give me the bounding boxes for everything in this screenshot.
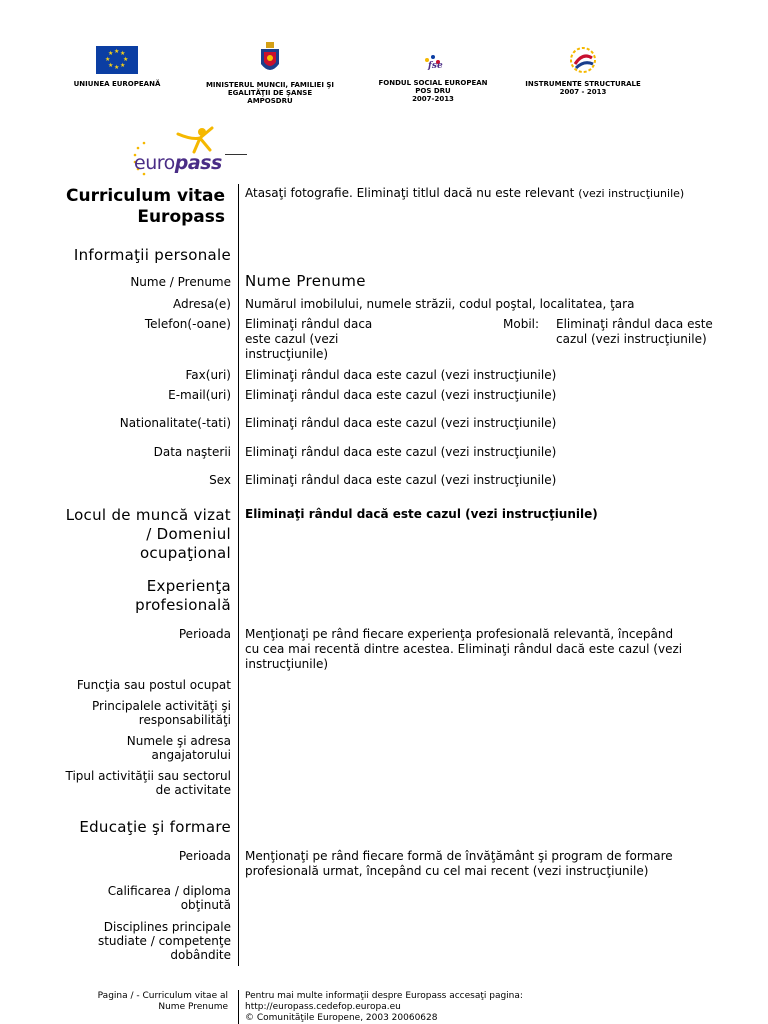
exp-sector-label (11, 769, 231, 797)
edu-qualification-line2: obţinută (180, 898, 231, 912)
europass-underline (225, 154, 247, 155)
cv-title (5, 186, 225, 228)
footer-left-line2: Nume Prenume (158, 1002, 228, 1012)
job-target-line1: Locul de muncă vizat (65, 506, 231, 524)
exp-activities-label (11, 699, 231, 727)
europass-euro: euro (134, 152, 175, 174)
structural-instruments-icon (566, 44, 600, 76)
fse-caption-2: POS DRU (415, 87, 451, 95)
footer-divider (238, 990, 239, 1024)
exp-employer-label (11, 734, 231, 762)
experience-heading (11, 577, 231, 615)
job-target-heading (11, 506, 231, 563)
fse-caption-1: FONDUL SOCIAL EUROPEAN (378, 79, 488, 87)
is-logo (518, 44, 648, 96)
edu-disciplines-line2: studiate / competenţe (97, 934, 231, 948)
exp-sector-line1: Tipul activităţii sau sectorul (65, 769, 231, 783)
fse-caption-3: 2007-2013 (412, 95, 454, 103)
edu-qualification-label (11, 884, 231, 912)
coat-of-arms-icon (259, 42, 281, 76)
name-value: Nume Prenume (245, 272, 366, 290)
personal-info-heading: Informaţii personale (73, 246, 231, 264)
svg-text:fse: fse (428, 61, 443, 71)
footer-right-line1: Pentru mai multe informaţii despre Europass accesaţi pagina: (245, 991, 523, 1001)
birthdate-value: Eliminaţi rândul daca este cazul (vezi instrucţiunile) (245, 445, 557, 459)
phone-value-line1: Eliminaţi rândul daca (245, 317, 373, 331)
edu-disciplines-line1: Disciplines principale (103, 920, 231, 934)
eu-flag-icon: ★ ★ ★ ★ ★ ★ ★ ★ (96, 46, 138, 74)
edu-qualification-line1: Calificarea / diploma (107, 884, 231, 898)
footer-link[interactable]: http://europass.cedefop.europa.eu (245, 1002, 401, 1012)
email-label: E-mail(uri) (168, 388, 231, 402)
experience-line1: Experienţa (146, 577, 231, 595)
education-heading: Educaţie şi formare (79, 818, 231, 836)
eu-logo (62, 46, 172, 88)
address-value: Numărul imobilului, numele străzii, codul poştal, localitatea, ţara (245, 297, 635, 311)
phone-value-line3: instrucţiunile) (245, 347, 329, 361)
europass-pass: pass (174, 152, 222, 174)
header-logos (0, 0, 768, 120)
is-caption-2: 2007 - 2013 (559, 88, 607, 96)
exp-employer-line2: angajatorului (151, 748, 231, 762)
exp-period-value (245, 627, 730, 672)
exp-activities-line1: Principalele activităţi şi (92, 699, 231, 713)
exp-period-line1: Menţionaţi pe rând fiecare experienţa profesională relevantă, începând (245, 627, 674, 641)
cv-title-line2: Europass (137, 207, 225, 227)
edu-period-line1: Menţionaţi pe rând fiecare formă de învăţământ şi program de formare (245, 849, 673, 863)
photo-note-small: (vezi instrucţiunile) (578, 187, 685, 200)
job-target-line2: / Domeniul (146, 525, 231, 543)
mobile-value-line2: cazul (vezi instrucţiunile) (556, 332, 707, 346)
fse-logo (368, 50, 498, 103)
fax-value: Eliminaţi rândul daca este cazul (vezi instrucţiunile) (245, 368, 557, 382)
edu-disciplines-label (11, 920, 231, 962)
address-label: Adresa(e) (172, 297, 231, 311)
sex-label: Sex (209, 473, 231, 487)
edu-disciplines-line3: dobândite (170, 948, 231, 962)
experience-line2: profesională (135, 596, 231, 614)
photo-note-text: Atasaţi fotografie. Eliminaţi titlul dacă nu este relevant (245, 186, 575, 200)
nationality-label: Nationalitate(-tati) (119, 416, 231, 430)
email-value: Eliminaţi rândul daca este cazul (vezi instrucţiunile) (245, 388, 557, 402)
ministry-logo (200, 42, 340, 105)
footer-right (245, 991, 725, 1024)
exp-period-label: Perioada (178, 627, 231, 641)
exp-period-line2: cu cea mai recentă dintre acestea. Eliminaţi rândul dacă este cazul (vezi (245, 642, 683, 656)
fax-label: Fax(uri) (185, 368, 231, 382)
photo-note (245, 186, 730, 201)
edu-period-line2: profesională urmat, începând cu cel mai recent (vezi instrucţiunile) (245, 864, 649, 878)
name-label: Nume / Prenume (130, 275, 231, 289)
sex-value: Eliminaţi rândul daca este cazul (vezi instrucţiunile) (245, 473, 557, 487)
exp-period-line3: instrucţiunile) (245, 657, 329, 671)
footer-copyright: © Comunităţile Europene, 2003 20060628 (245, 1013, 438, 1023)
ministry-caption-1: MINISTERUL MUNCII, FAMILIEI ŞI (205, 81, 335, 89)
fse-emblem-icon (418, 50, 448, 74)
mobile-value (556, 317, 756, 347)
edu-period-label: Perioada (178, 849, 231, 863)
exp-activities-line2: responsabilităţi (138, 713, 231, 727)
mobile-value-line1: Eliminaţi rândul daca este (556, 317, 713, 331)
footer-left (8, 991, 228, 1013)
europass-logo (132, 126, 242, 178)
cv-divider (238, 184, 239, 966)
footer-left-line1: Pagina / - Curriculum vitae al (97, 991, 228, 1001)
eu-caption: UNIUNEA EUROPEANĂ (73, 80, 161, 88)
ministry-caption-2: EGALITĂŢII DE ŞANSE (227, 89, 313, 97)
exp-function-label: Funcţia sau postul ocupat (76, 678, 231, 692)
is-caption-1: INSTRUMENTE STRUCTURALE (525, 80, 641, 88)
phone-value (245, 317, 405, 362)
exp-employer-line1: Numele şi adresa (126, 734, 231, 748)
phone-value-line2: este cazul (vezi (245, 332, 339, 346)
cv-title-line1: Curriculum vitae (66, 186, 225, 206)
europass-wordmark (134, 152, 222, 174)
nationality-value: Eliminaţi rândul daca este cazul (vezi instrucţiunile) (245, 416, 557, 430)
mobile-label: Mobil: (503, 317, 540, 331)
job-target-line3: ocupaţional (139, 544, 231, 562)
job-target-value: Eliminaţi rândul dacă este cazul (vezi instrucţiunile) (245, 507, 598, 521)
edu-period-value (245, 849, 730, 879)
exp-sector-line2: de activitate (155, 783, 231, 797)
ministry-caption-3: AMPOSDRU (247, 97, 293, 105)
birthdate-label: Data naşterii (153, 445, 231, 459)
phone-label: Telefon(-oane) (144, 317, 231, 331)
